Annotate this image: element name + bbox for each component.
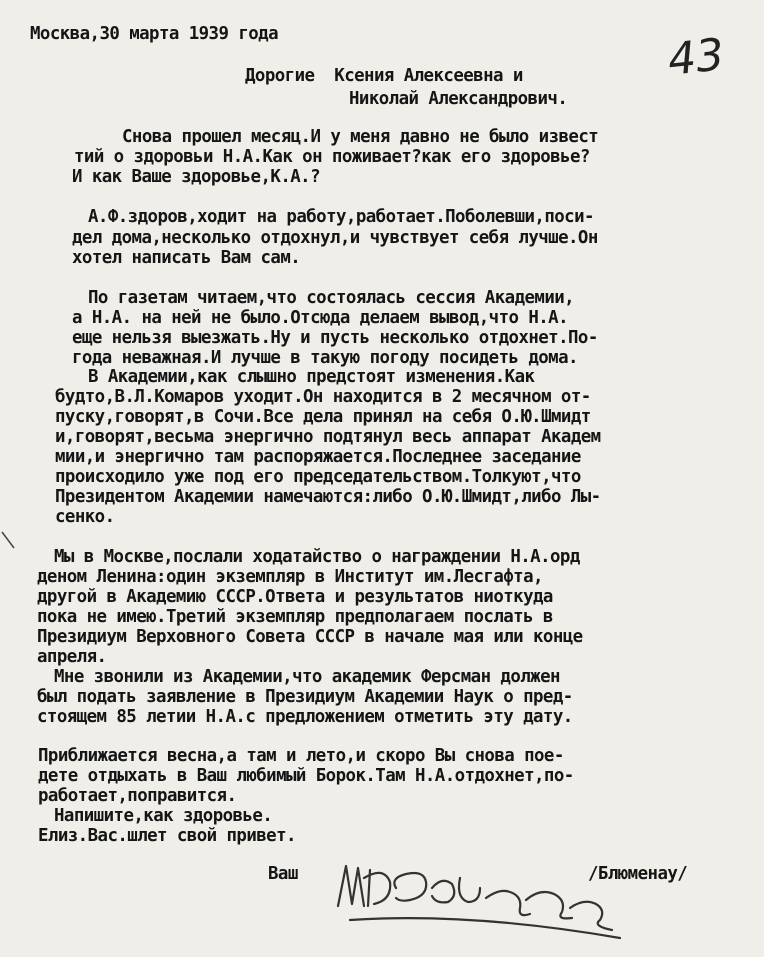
body-line: Елиз.Вас.шлет свой привет. <box>38 826 296 846</box>
body-line: хотел написать Вам сам. <box>72 248 301 268</box>
body-line: тий о здоровьи Н.А.Как он поживает?как его здоровье? <box>74 147 590 167</box>
body-line: года неважная.И лучше в такую погоду посидеть дома. <box>72 348 578 368</box>
body-line: дел дома,несколько отдохнул,и чувствует себя лучше.Он <box>72 228 598 248</box>
body-line: По газетам читаем,что состоялась сессия Академии, <box>88 288 575 308</box>
closing-yours: Ваш <box>268 864 298 884</box>
greeting-line-2: Николай Александрович. <box>349 89 568 109</box>
body-line: работает,поправится. <box>38 786 237 806</box>
body-line: стоящем 85 летии Н.А.с предложением отметить эту дату. <box>37 707 573 727</box>
body-line: Президентом Академии намечаются:либо О.Ю.Шмидт,либо Лы- <box>55 487 601 507</box>
body-line: Снова прошел месяц.И у меня давно не было извест <box>122 127 599 147</box>
body-line: а Н.А. на ней не было.Отсюда делаем вывод,что Н.А. <box>72 308 569 328</box>
body-line: Приближается весна,а там и лето,и скоро Вы снова пое- <box>38 746 564 766</box>
body-line: апреля. <box>37 647 107 667</box>
folio-number: 43 <box>665 29 727 86</box>
handwritten-signature <box>330 848 630 948</box>
paper-edge-mark <box>0 528 20 558</box>
greeting-line-1: Дорогие Ксения Алексеевна и <box>245 66 523 86</box>
body-line: А.Ф.здоров,ходит на работу,работает.Поболевши,поси- <box>88 207 594 227</box>
body-line: Напишите,как здоровье. <box>54 806 273 826</box>
body-line: пока не имею.Третий экземпляр предполагаем послать в <box>37 607 553 627</box>
body-line: дете отдыхать в Ваш любимый Борок.Там Н.А.отдохнет,по- <box>38 766 574 786</box>
body-line: был подать заявление в Президиум Академии Наук о пред- <box>37 687 573 707</box>
body-line: Президиум Верховного Совета СССР в начале мая или конце <box>37 627 583 647</box>
body-line: пуску,говорят,в Сочи.Все дела принял на себя О.Ю.Шмидт <box>55 407 591 427</box>
date-line: Москва,30 марта 1939 года <box>30 24 279 44</box>
body-line: В Академии,как слышно предстоят изменения.Как <box>88 367 535 387</box>
body-line: происходило уже под его председательством.Толкуют,что <box>55 467 581 487</box>
body-line: Мы в Москве,послали ходатайство о награждении Н.А.орд <box>54 547 580 567</box>
body-line: сенко. <box>55 507 115 527</box>
closing-name: /Блюменау/ <box>588 864 688 884</box>
body-line: будто,В.Л.Комаров уходит.Он находится в 2 месячном от- <box>55 387 591 407</box>
body-line: Мне звонили из Академии,что академик Ферсман должен <box>54 667 560 687</box>
body-line: деном Ленина:один экземпляр в Институт им.Лесгафта, <box>37 567 543 587</box>
body-line: другой в Академию СССР.Ответа и результатов ниоткуда <box>37 587 553 607</box>
body-line: И как Ваше здоровье,К.А.? <box>72 167 321 187</box>
body-line: еще нельзя выезжать.Ну и пусть несколько отдохнет.По- <box>72 328 598 348</box>
body-line: и,говорят,весьма энергично подтянул весь аппарат Академ <box>55 427 601 447</box>
body-line: мии,и энергично там распоряжается.Последнее заседание <box>55 447 581 467</box>
